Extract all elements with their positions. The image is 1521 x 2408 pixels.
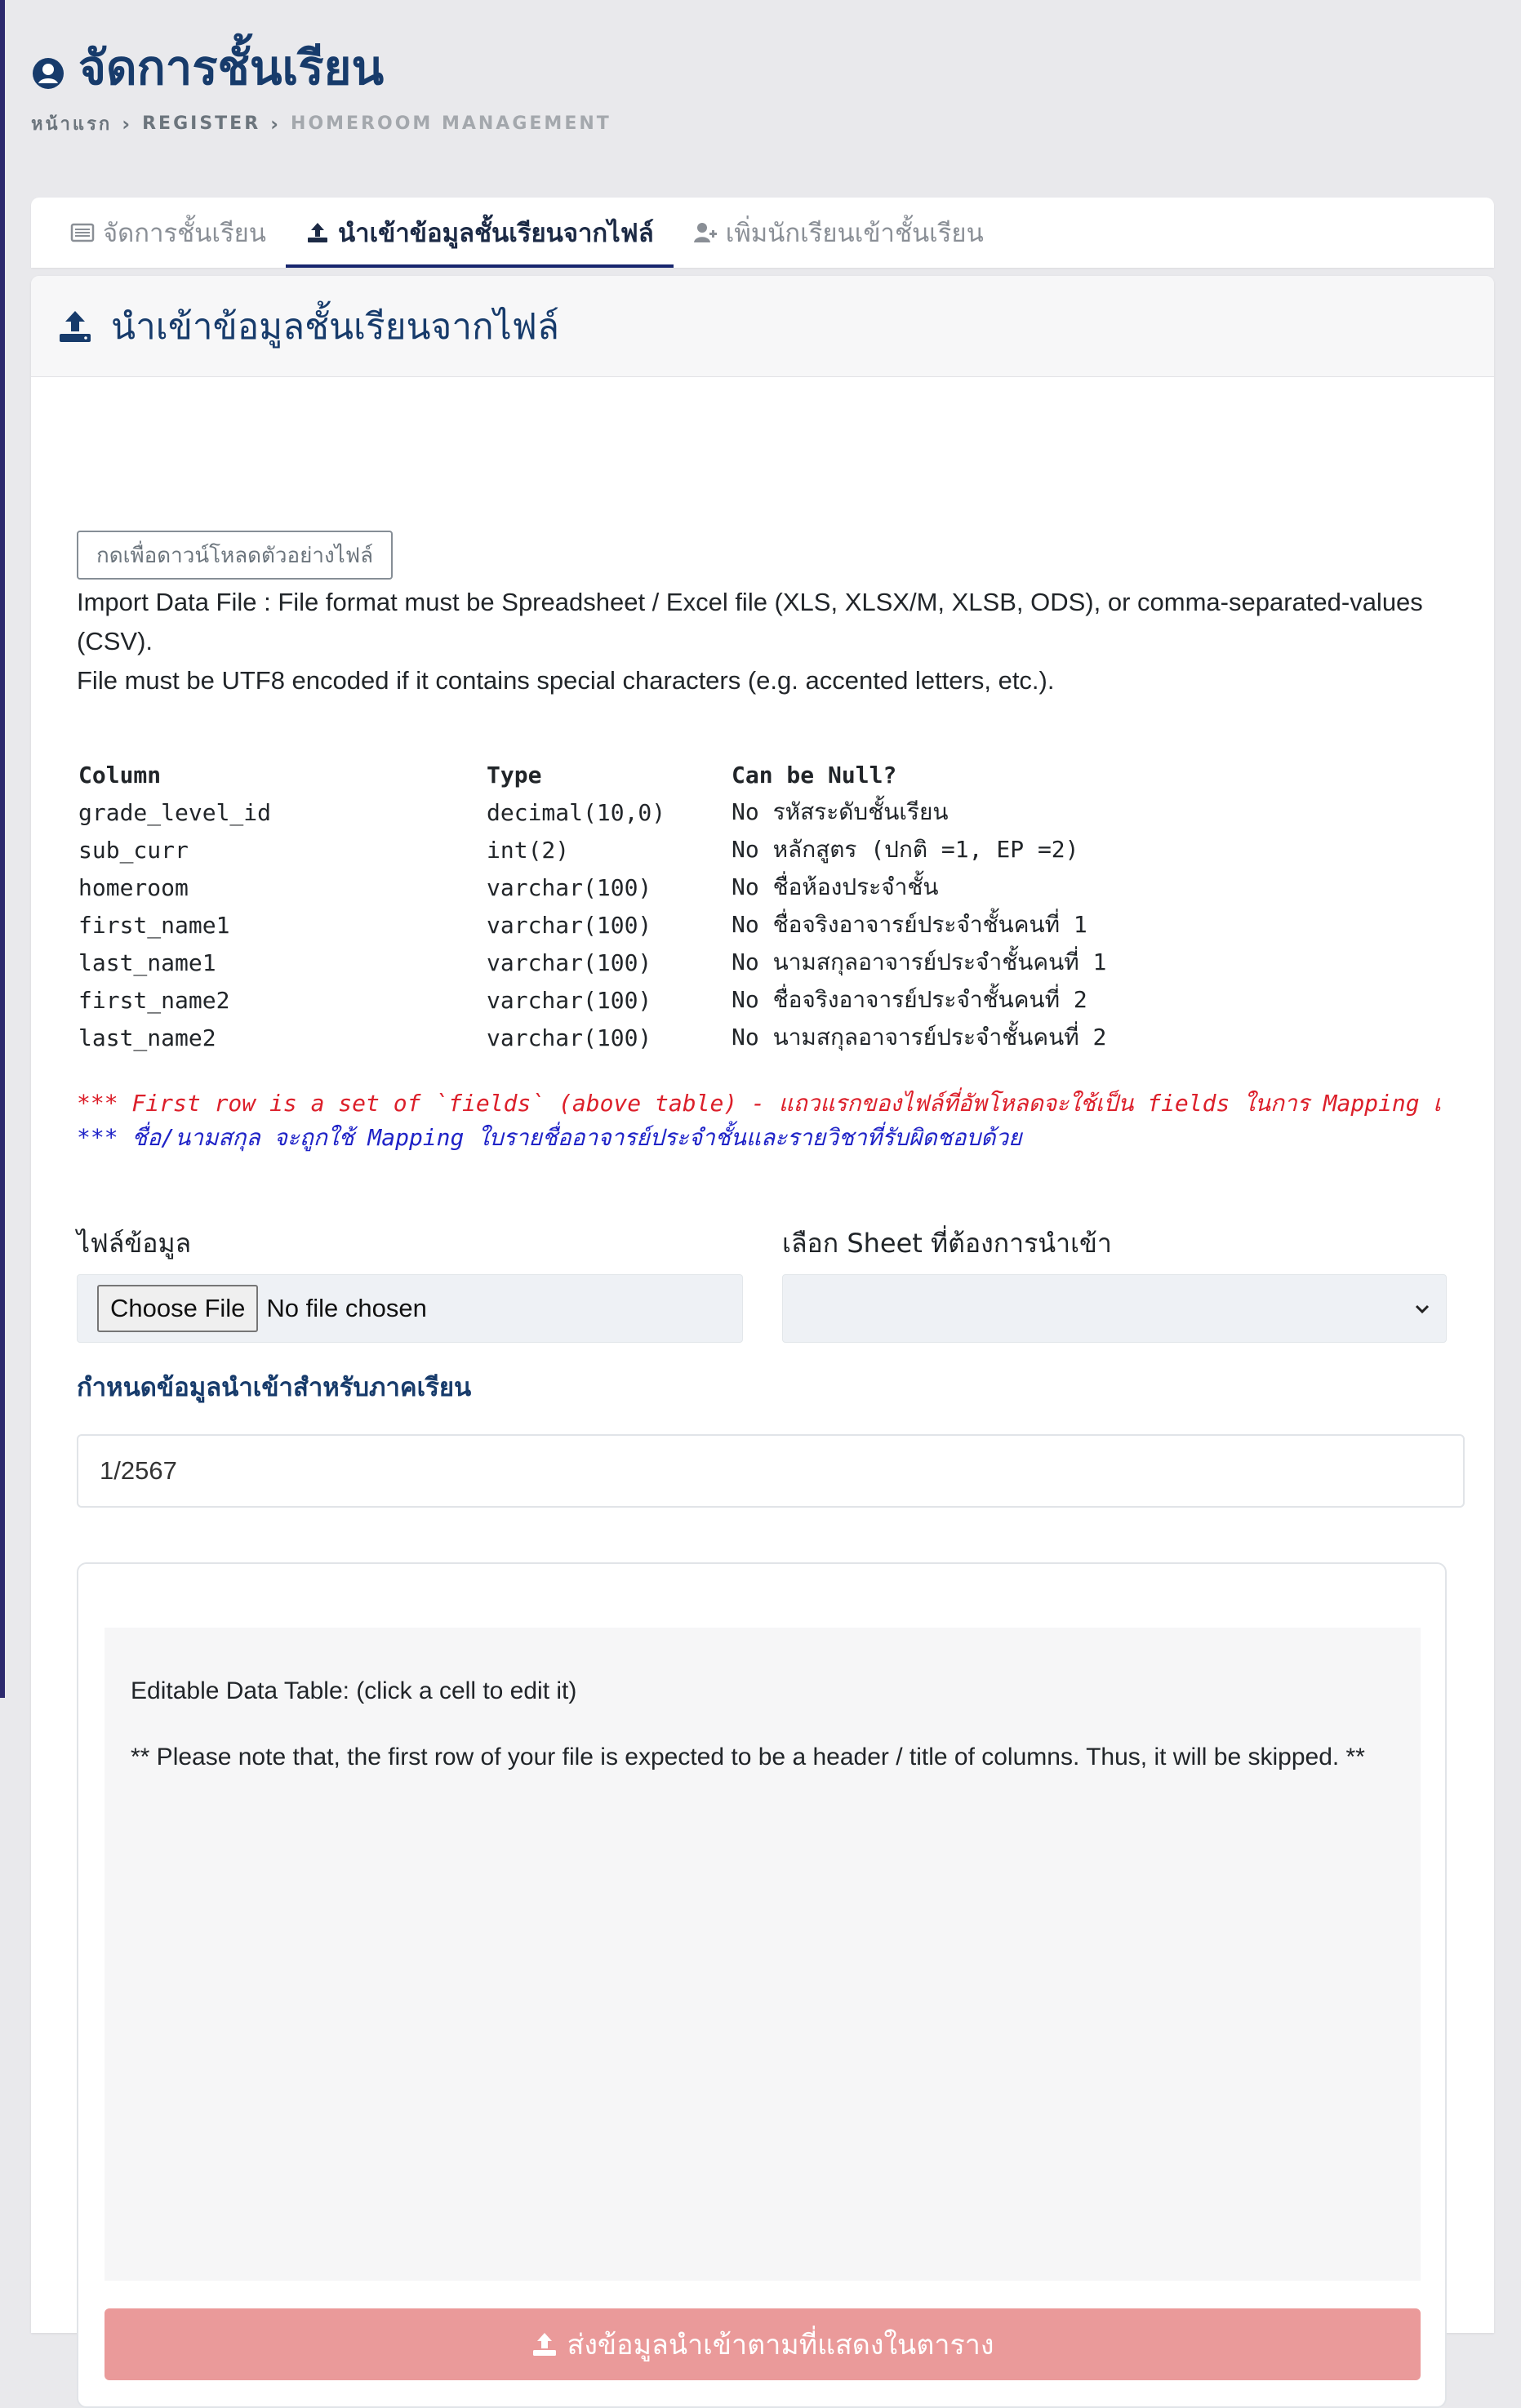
breadcrumb-home[interactable]: หน้าแรก [31, 114, 113, 135]
card-header [31, 276, 1494, 377]
upload-icon [57, 309, 93, 344]
schema-cell: varchar(100) [487, 873, 652, 901]
schema-row [78, 793, 1106, 831]
schema-cell: No ชื่อจริงอาจารย์ประจำชั้นคนที่ 1 [732, 911, 1087, 938]
schema-row [78, 831, 1106, 869]
schema-cell: varchar(100) [487, 911, 652, 939]
file-label: ไฟล์ข้อมูล [77, 1228, 192, 1259]
user-plus-icon [693, 220, 718, 245]
page-title [31, 40, 612, 96]
schema-row [78, 1019, 1106, 1056]
download-sample-button[interactable]: กดเพื่อดาวน์โหลดตัวอย่างไฟล์ [77, 531, 393, 580]
submit-import-button[interactable] [105, 2308, 1421, 2380]
editable-table-hint: Editable Data Table: (click a cell to edit it) [131, 1677, 577, 1704]
upload-icon [531, 2331, 558, 2357]
page-header [31, 40, 612, 138]
breadcrumb-current: HOMEROOM MANAGEMENT [291, 113, 612, 134]
import-description [77, 583, 1465, 700]
file-status: No file chosen [266, 1294, 427, 1322]
schema-cell: No ชื่อห้องประจำชั้น [732, 873, 939, 900]
editable-data-table[interactable] [105, 1628, 1421, 2281]
sheet-label: เลือก Sheet ที่ต้องการนำเข้า [782, 1228, 1112, 1259]
editable-table-card [77, 1562, 1447, 2408]
card-title: นำเข้าข้อมูลชั้นเรียนจากไฟล์ [111, 305, 559, 348]
page-title-text: จัดการชั้นเรียน [78, 40, 385, 96]
submit-label: ส่งข้อมูลนำเข้าตามที่แสดงในตาราง [567, 2329, 994, 2361]
schema-cell: No รหัสระดับชั้นเรียน [732, 798, 949, 825]
tab-label: เพิ่มนักเรียนเข้าชั้นเรียน [725, 219, 984, 248]
schema-cell: first_name2 [78, 986, 230, 1014]
breadcrumb-register[interactable]: REGISTER [142, 113, 261, 134]
tab-label: จัดการชั้นเรียน [103, 219, 266, 248]
left-accent-bar [0, 0, 5, 1698]
chevron-right-icon: › [270, 112, 282, 136]
schema-header-row [78, 756, 1106, 793]
schema-cell: grade_level_id [78, 798, 272, 826]
user-circle-icon [31, 51, 65, 85]
header-row-note: ** Please note that, the first row of your file is expected to be a header / title of columns. Thus, it will be skipped. ** [131, 1744, 1365, 1770]
tab-homeroom-management[interactable] [51, 198, 286, 268]
chevron-right-icon: › [122, 112, 133, 136]
schema-row [78, 944, 1106, 981]
schema-cell: No ชื่อจริงอาจารย์ประจำชั้นคนที่ 2 [732, 986, 1087, 1013]
tab-add-student[interactable] [674, 198, 1003, 268]
breadcrumb [31, 109, 612, 138]
schema-cell: varchar(100) [487, 1024, 652, 1051]
schema-cell: int(2) [487, 836, 570, 864]
chevron-down-icon [1413, 1300, 1431, 1317]
schema-cell: homeroom [78, 873, 189, 901]
sheet-select[interactable] [782, 1274, 1447, 1343]
tab-label: นำเข้าข้อมูลชั้นเรียนจากไฟล์ [337, 219, 654, 248]
description-encoding: File must be UTF8 encoded if it contains special characters (e.g. accented letters, etc.). [77, 666, 1055, 695]
schema-row [78, 869, 1106, 906]
file-input[interactable] [77, 1274, 743, 1343]
schema-cell: decimal(10,0) [487, 798, 666, 826]
tabs-bar [31, 198, 1494, 268]
schema-row [78, 981, 1106, 1019]
schema-cell: sub_curr [78, 836, 189, 864]
schema-cell: first_name1 [78, 911, 230, 939]
schema-row [78, 906, 1106, 944]
schema-cell: varchar(100) [487, 949, 652, 976]
description-format: Import Data File : File format must be Spreadsheet / Excel file (XLS, XLSX/M, XLSB, ODS), or comma-separated-values (CSV). [77, 588, 1423, 655]
schema-header-column: Column [78, 761, 162, 789]
schema-cell: varchar(100) [487, 986, 652, 1014]
schema-cell: No นามสกุลอาจารย์ประจำชั้นคนที่ 1 [732, 949, 1107, 975]
name-mapping-note: *** ชื่อ/นามสกุล จะถูกใช้ Mapping ใบรายชื่ออาจารย์ประจำชั้นและรายวิชาที่รับผิดชอบด้วย [77, 1124, 1022, 1151]
semester-label: กำหนดข้อมูลนำเข้าสำหรับภาคเรียน [77, 1373, 472, 1402]
schema-cell: No นามสกุลอาจารย์ประจำชั้นคนที่ 2 [732, 1024, 1107, 1051]
semester-input[interactable]: 1/2567 [77, 1434, 1465, 1508]
schema-table [78, 756, 1106, 1056]
list-icon [70, 220, 95, 245]
upload-icon [305, 220, 330, 245]
schema-header-type: Type [487, 761, 542, 789]
schema-cell: last_name1 [78, 949, 216, 976]
tab-import-homeroom[interactable] [286, 198, 674, 268]
schema-header-null: Can be Null? [732, 761, 897, 789]
import-card [31, 276, 1494, 2361]
first-row-note: *** First row is a set of `fields` (above table) - แถวแรกของไฟล์ที่อัพโหลดจะใช้เป็น fields ในการ Mapping เ [77, 1090, 1442, 1117]
choose-file-button[interactable]: Choose File [97, 1285, 258, 1332]
schema-cell: No หลักสูตร (ปกติ =1, EP =2) [732, 836, 1079, 863]
schema-cell: last_name2 [78, 1024, 216, 1051]
